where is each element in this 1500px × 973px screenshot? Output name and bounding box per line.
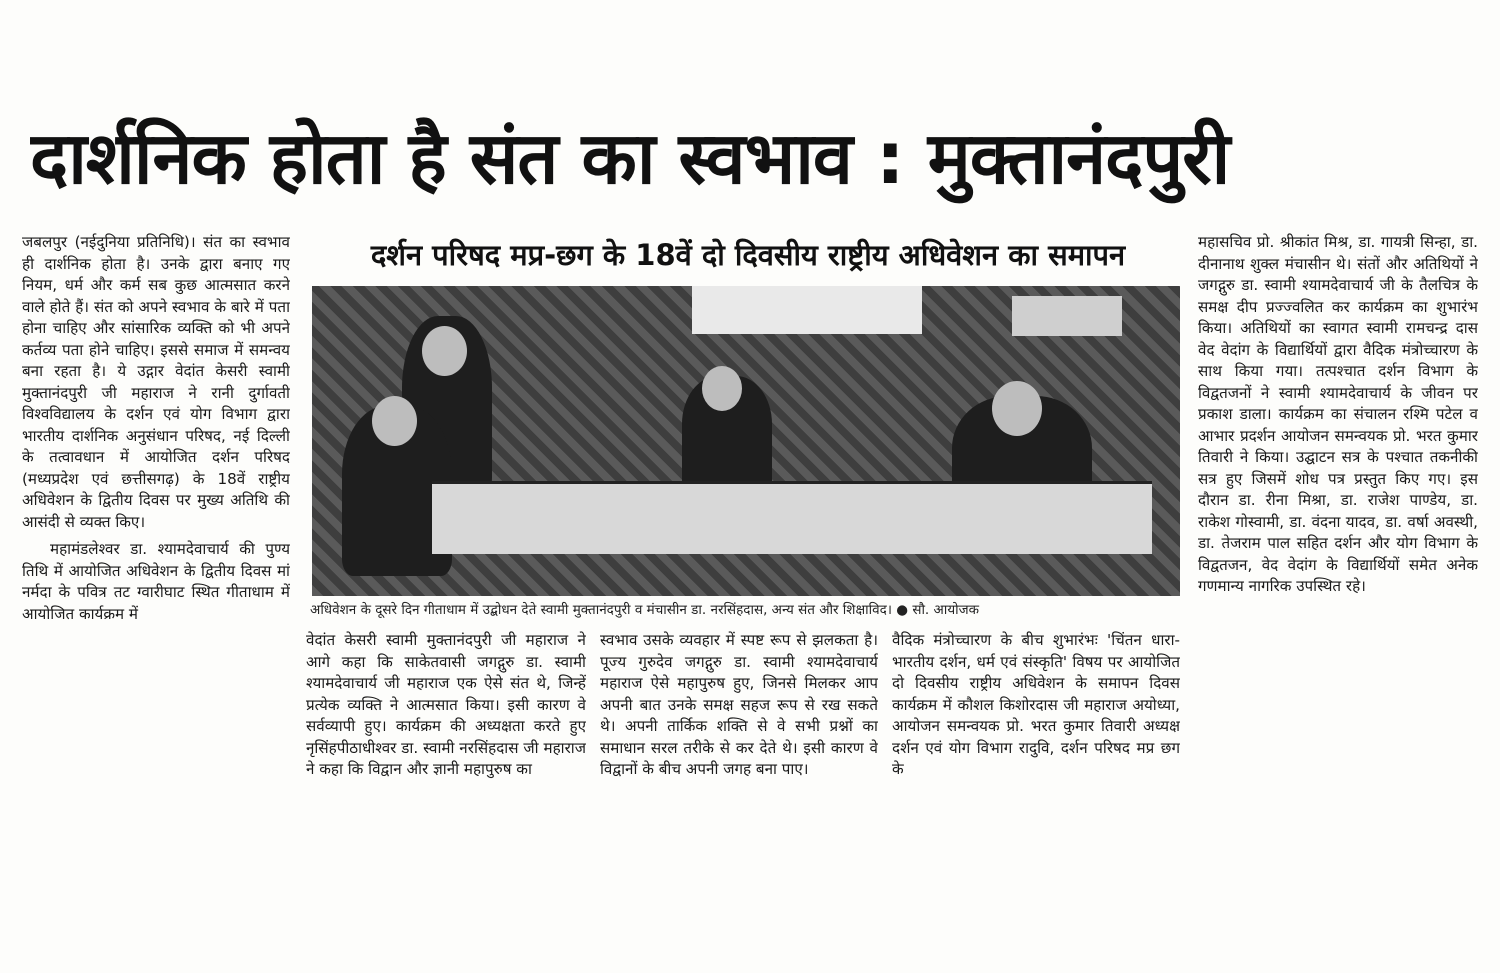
article-column-3: [600, 630, 878, 920]
paragraph: वैदिक मंत्रोच्चारण के बीच शुभारंभः 'चिंतन धारा-भारतीय दर्शन, धर्म एवं संस्कृति' विषय पर आयोजित दो दिवसीय राष्ट्रीय अधिवेशन के समापन दिवस कार्यक्रम में कौशल किशोरदास जी महाराज अयोध्या, आयोजन समन्वयक प्रो. भरत कुमार तिवारी अध्यक्ष दर्शन एवं योग विभाग रादुवि, दर्शन परिषद मप्र छग के: [892, 631, 1180, 778]
paragraph: महासचिव प्रो. श्रीकांत मिश्र, डा. गायत्री सिन्हा, डा. दीनानाथ शुक्ल मंचासीन थे। संतों और अतिथियों ने जगद्गुरु डा. स्वामी श्यामदेवाचार्य जी के तैलचित्र के समक्ष दीप प्रज्ज्वलित कर कार्यक्रम का शुभारंभ किया। अतिथियों का स्वागत स्वामी रामचन्द्र दास वेद वेदांग के विद्यार्थियों द्वारा वैदिक मंत्रोच्चारण के साथ किया गया। तत्पश्चात दर्शन विभाग के विद्वतजनों ने स्वामी श्यामदेवाचार्य के जीवन पर प्रकाश डाला। कार्यक्रम का संचालन रश्मि पटेल व आभार प्रदर्शन आयोजन समन्वयक प्रो. भरत कुमार तिवारी ने किया। उद्घाटन सत्र के पश्चात तकनीकी सत्र हुए जिसमें शोध पत्र प्रस्तुत किए गए। इस दौरान डा. रीना मिश्रा, डा. राजेश पाण्डेय, डा. राकेश गोस्वामी, डा. वंदना यादव, डा. वर्षा अवस्थी, डा. तेजराम पाल सहित दर्शन और योग विभाग के विद्वतजन, वेद वेदांग के विद्यार्थियों समेत अनेक गणमान्य नागरिक उपस्थित रहे।: [1198, 233, 1478, 595]
article-column-4: [892, 630, 1180, 920]
news-photo: [312, 286, 1180, 596]
photo-caption: अधिवेशन के दूसरे दिन गीताधाम में उद्बोधन देते स्वामी मुक्तानंदपुरी व मंचासीन डा. नरसिंहदास, अन्य संत और शिक्षाविद। ● सौ. आयोजक: [310, 602, 980, 618]
headline: दार्शनिक होता है संत का स्वभाव : मुक्तानंदपुरी: [30, 116, 1230, 200]
paragraph: जबलपुर (नईदुनिया प्रतिनिधि)। संत का स्वभाव ही दार्शनिक होता है। उनके द्वारा बनाए गए नियम, धर्म और कर्म सब कुछ आत्मसात करने वाले होते हैं। संत को अपने स्वभाव के बारे में पता होना चाहिए और सांसारिक व्यक्ति को भी अपने कर्तव्य पता होने चाहिए। इससे समाज में समन्वय बना रहता है। ये उद्गार वेदांत केसरी स्वामी मुक्तानंदपुरी जी महाराज ने रानी दुर्गावती विश्वविद्यालय के दर्शन एवं योग विभाग द्वारा भारतीय दार्शनिक अनुसंधान परिषद, नई दिल्ली के तत्वावधान में आयोजित दर्शन परिषद (मध्यप्रदेश एवं छत्तीसगढ़) के 18वें राष्ट्रीय अधिवेशन के द्वितीय दिवस पर मुख्य अतिथि की आसंदी से व्यक्त किए।: [22, 233, 290, 531]
paragraph: वेदांत केसरी स्वामी मुक्तानंदपुरी जी महाराज ने आगे कहा कि साकेतवासी जगद्गुरु डा. स्वामी श्यामदेवाचार्य जी महाराज एक ऐसे संत थे, जिन्हें प्रत्येक व्यक्ति ने आत्मसात किया। इसी कारण वे सर्वव्यापी हुए। कार्यक्रम की अध्यक्षता करते हुए नृसिंहपीठाधीश्वर डा. स्वामी नरसिंहदास जी महाराज ने कहा कि विद्वान और ज्ञानी महापुरुष का: [306, 631, 586, 778]
article-column-5: [1198, 232, 1478, 922]
subheadline: दर्शन परिषद मप्र-छग के 18वें दो दिवसीय राष्ट्रीय अधिवेशन का समापन: [370, 238, 1126, 272]
article-column-2: [306, 630, 586, 920]
paragraph: स्वभाव उसके व्यवहार में स्पष्ट रूप से झलकता है। पूज्य गुरुदेव जगद्गुरु डा. स्वामी श्यामदेवाचार्य महाराज ऐसे महापुरुष हुए, जिनसे मिलकर आप अपनी बात उनके समक्ष सहज रूप से रख सकते थे। अपनी तार्किक शक्ति से वे सभी प्रश्नों का समाधान सरल तरीके से कर देते थे। इसी कारण वे विद्वानों के बीच अपनी जगह बना पाए।: [600, 631, 878, 778]
paragraph: महामंडलेश्वर डा. श्यामदेवाचार्य की पुण्य तिथि में आयोजित अधिवेशन के द्वितीय दिवस मां नर्मदा के पवित्र तट ग्वारीघाट स्थित गीताधाम में आयोजित कार्यक्रम में: [22, 540, 290, 623]
article-column-1: [22, 232, 290, 912]
